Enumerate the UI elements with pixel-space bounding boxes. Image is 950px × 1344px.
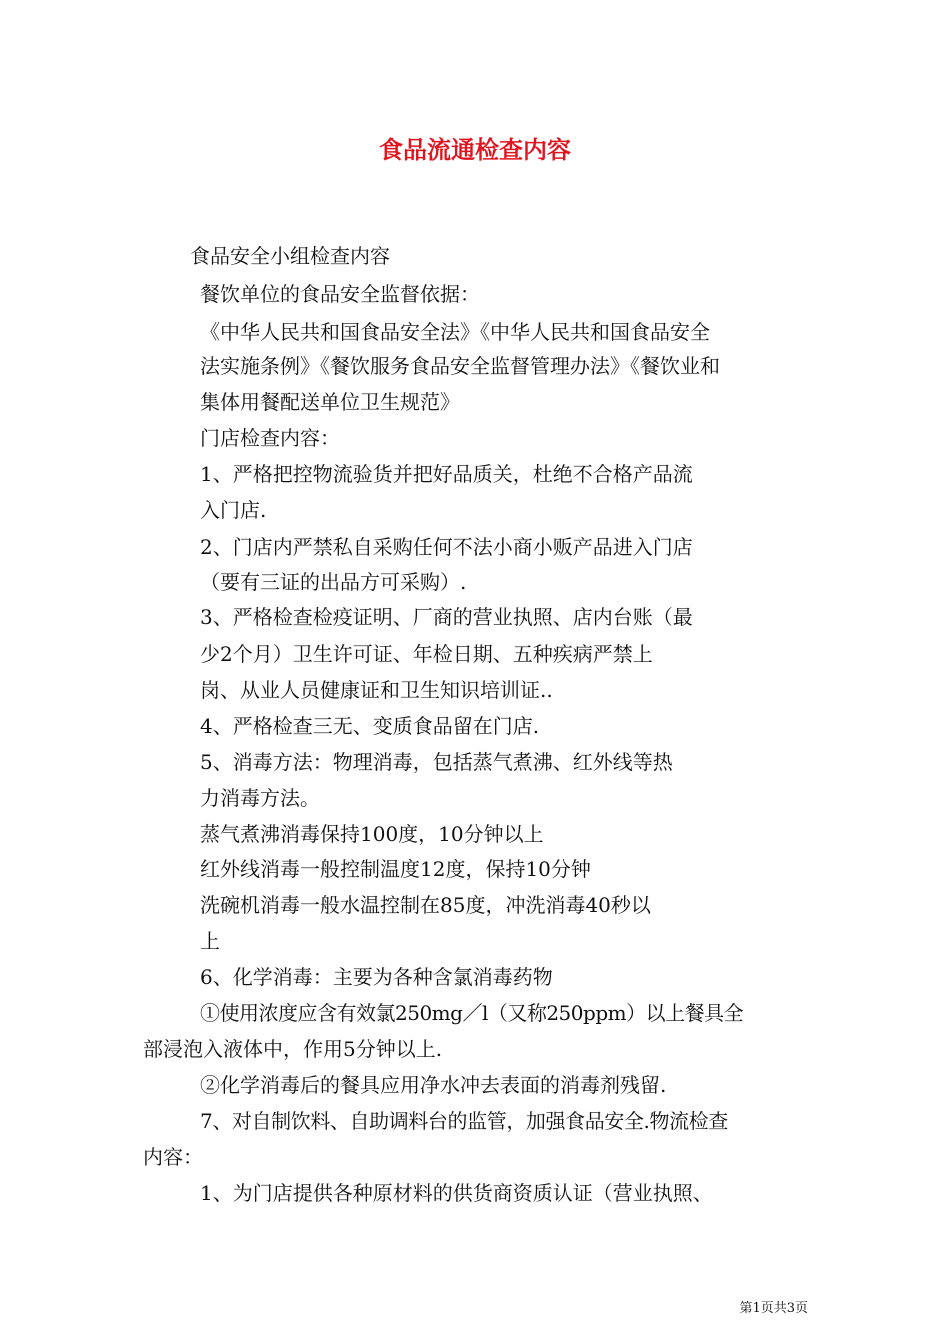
- text-line: 4、严格检查三无、变质食品留在门店.: [200, 714, 540, 738]
- text-line: 6、化学消毒：主要为各种含氯消毒药物: [200, 965, 553, 989]
- text-line: 2、门店内严禁私自采购任何不法小商小贩产品进入门店: [200, 535, 693, 559]
- text-line: 内容：: [143, 1145, 203, 1169]
- text-line: 食品安全小组检查内容: [190, 244, 390, 268]
- text-line: 1、为门店提供各种原材料的供货商资质认证（营业执照、: [200, 1181, 713, 1205]
- page-number: 第1页共3页: [739, 1301, 808, 1316]
- text-line: ①使用浓度应含有效氯250mg／l（又称250ppm）以上餐具全: [200, 1001, 744, 1025]
- text-line: 上: [200, 929, 220, 953]
- text-line: 7、对自制饮料、自助调料台的监管，加强食品安全.物流检查: [200, 1109, 728, 1133]
- text-line: 力消毒方法。: [200, 786, 320, 810]
- text-line: （要有三证的出品方可采购）.: [200, 570, 467, 594]
- page-title: 食品流通检查内容: [379, 135, 571, 164]
- text-line: 餐饮单位的食品安全监督依据：: [200, 282, 480, 306]
- text-line: 少2个月）卫生许可证、年检日期、五种疾病严禁上: [200, 642, 653, 666]
- text-line: 5、消毒方法：物理消毒，包括蒸气煮沸、红外线等热: [200, 750, 673, 774]
- text-line: 蒸气煮沸消毒保持100度，10分钟以上: [200, 822, 544, 846]
- text-line: 红外线消毒一般控制温度12度，保持10分钟: [200, 857, 591, 881]
- text-line: 洗碗机消毒一般水温控制在85度，冲洗消毒40秒以: [200, 893, 651, 917]
- text-line: 1、严格把控物流验货并把好品质关，杜绝不合格产品流: [200, 462, 693, 486]
- text-line: 《中华人民共和国食品安全法》《中华人民共和国食品安全: [200, 320, 710, 344]
- text-line: 法实施条例》《餐饮服务食品安全监督管理办法》《餐饮业和: [200, 354, 720, 378]
- text-line: 岗、从业人员健康证和卫生知识培训证..: [200, 678, 553, 702]
- text-line: 3、严格检查检疫证明、厂商的营业执照、店内台账（最: [200, 605, 693, 629]
- text-line: ②化学消毒后的餐具应用净水冲去表面的消毒剂残留.: [200, 1073, 667, 1097]
- text-line: 部浸泡入液体中，作用5分钟以上.: [143, 1037, 443, 1061]
- text-line: 集体用餐配送单位卫生规范》: [200, 390, 460, 414]
- text-line: 门店检查内容：: [200, 426, 340, 450]
- text-line: 入门店.: [200, 498, 267, 522]
